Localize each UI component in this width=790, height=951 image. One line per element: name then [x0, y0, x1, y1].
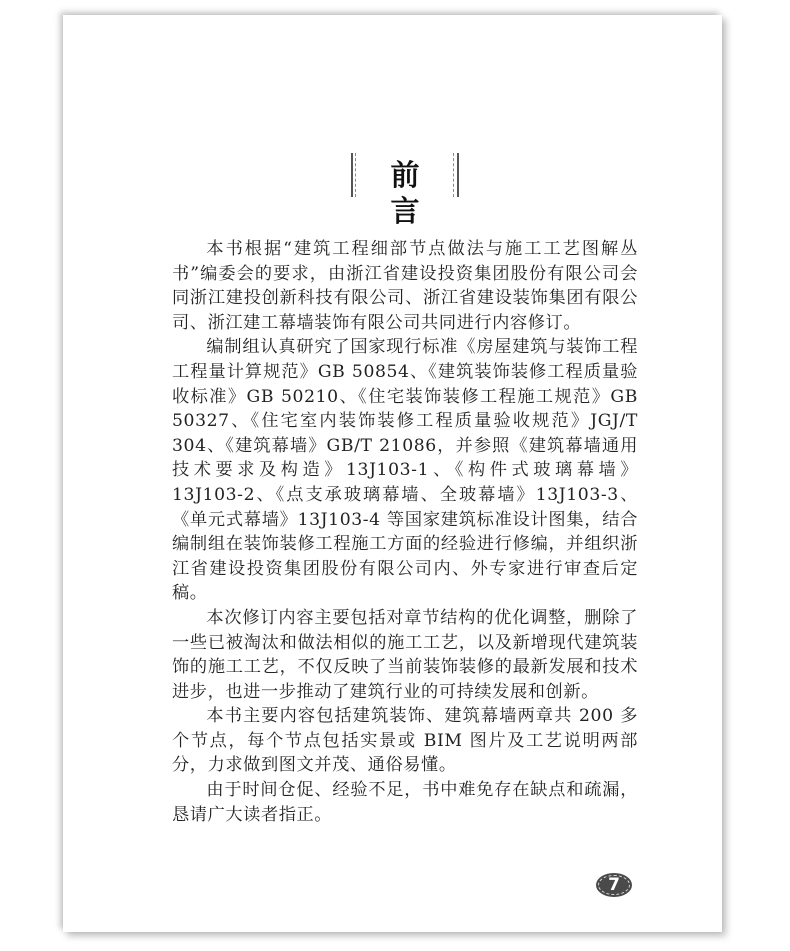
page-number: 7 — [608, 874, 620, 895]
paragraph-3: 本次修订内容主要包括对章节结构的优化调整，删除了一些已被淘汰和做法相似的施工工艺，以及新增现代建筑装饰的施工工艺，不仅反映了当前装饰装修的最新发展和技术进步，也进一步推动了建筑行业的可持续发展和创新。 — [172, 607, 638, 702]
paragraph-2: 编制组认真研究了国家现行标准《房屋建筑与装饰工程工程量计算规范》GB 50854、《建筑装饰装修工程质量验收标准》GB 50210、《住宅装饰装修工程施工规范》GB 50327、《住宅室内装饰装修工程质量验收规范》JGJ/T 304、《建筑幕墙》GB/T 21086，并参照《建筑幕墙通用技术要求及构造》13J103-1、《构件式玻璃幕墙》13J103-2、《点支承玻璃幕墙、全玻幕墙》13J103-3、《单元式幕墙》13J103-4 等国家建筑标准设计图集，结合编制组在装饰装修工程施工方面的经验进行修编，并组织浙江省建设投资集团股份有限公司内、外专家进行审查后定稿。 — [172, 337, 638, 604]
title-frame — [351, 153, 459, 228]
page-number-badge — [596, 873, 632, 897]
document-page — [63, 15, 722, 932]
paragraph-1: 本书根据“建筑工程细部节点做法与施工工艺图解丛书”编委会的要求，由浙江省建设投资集团股份有限公司会同浙江建投创新科技有限公司、浙江省建设装饰集团有限公司、浙江建工幕墙装饰有限公司共同进行内容修订。 — [172, 239, 638, 333]
paragraph-4: 本书主要内容包括建筑装饰、建筑幕墙两章共 200 多个节点，每个节点包括实景或 BIM 图片及工艺说明两部分，力求做到图文并茂、通俗易懂。 — [172, 706, 638, 776]
title-right-rule — [457, 153, 459, 197]
title-right-dashed-rule — [453, 153, 454, 197]
preface-body — [172, 237, 638, 827]
paragraph-5: 由于时间仓促、经验不足，书中难免存在缺点和疏漏，恳请广大读者指正。 — [172, 780, 638, 825]
page-title: 前言 — [390, 158, 442, 228]
